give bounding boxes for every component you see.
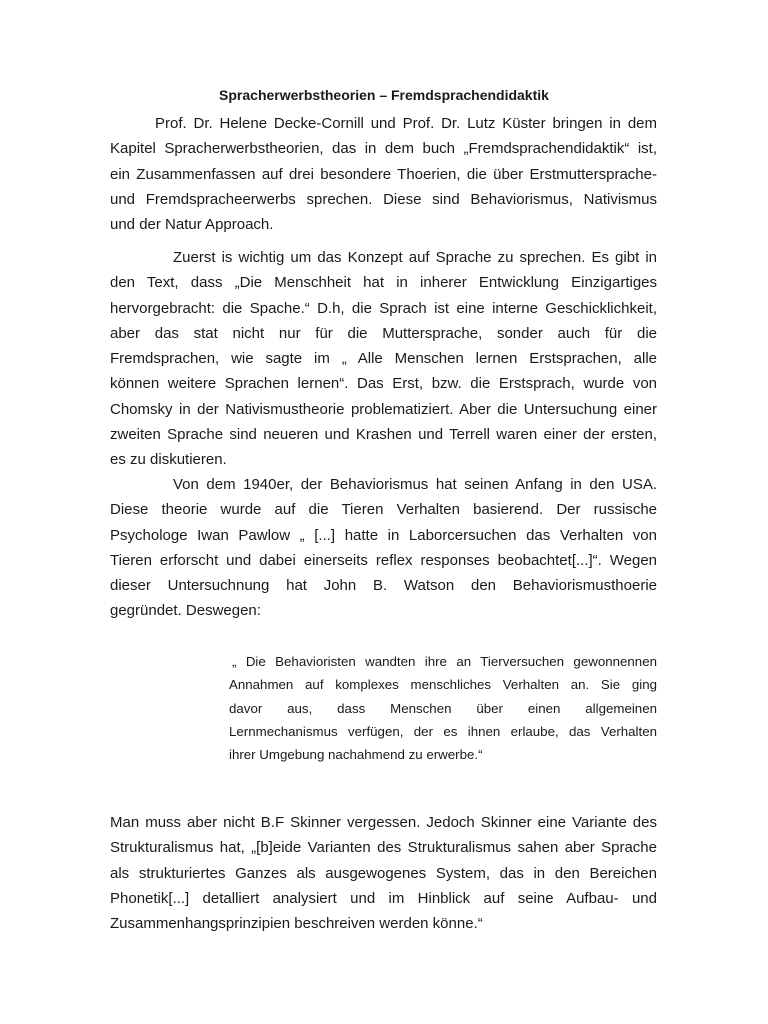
- text-line: ein Zusammenfassen auf drei besondere Thoerien, die über Erstmuttersprache-: [110, 165, 657, 183]
- quote-line: Lernmechanismus verfügen, der es ihnen erlaube, das Verhalten: [229, 723, 657, 739]
- text-line: Strukturalismus hat, „[b]eide Varianten des Strukturalismus sahen aber Sprache: [110, 839, 657, 857]
- text-line: dieser Untersuchnung hat John B. Watson den Behaviorismusthoerie: [110, 577, 657, 595]
- block-quote: [229, 650, 657, 766]
- text-line: und der Natur Approach.: [110, 216, 274, 234]
- text-line: hervorgebracht: die Spache.“ D.h, die Sprach ist eine interne Geschicklichkeit,: [110, 299, 657, 317]
- text-line: Psychologe Iwan Pawlow „ [...] hatte in Laborcersuchen das Verhalten von: [110, 526, 657, 544]
- text-line: Diese theorie wurde auf die Tieren Verhalten basierend. Der russische: [110, 501, 657, 519]
- quote-line: Annahmen auf komplexes menschliches Verhalten an. Sie ging: [229, 677, 657, 693]
- text-line: Tieren erforscht und dabei einerseits reflex responses beobachtet[...]“. Wegen: [110, 551, 657, 569]
- text-line: Phonetik[...] detalliert analysiert und im Hinblick auf seine Aufbau- und: [110, 889, 657, 907]
- text-line: Fremdsprachen, wie sagte im „ Alle Menschen lernen Erstsprachen, alle: [110, 350, 657, 368]
- paragraph-skinner: [110, 810, 657, 936]
- text-line: Chomsky in der Nativismustheorie problematiziert. Aber die Untersuchung einer: [110, 400, 657, 418]
- text-line: Prof. Dr. Helene Decke-Cornill und Prof. Dr. Lutz Küster bringen in dem: [155, 115, 657, 132]
- quote-line: davor aus, dass Menschen über einen allgemeinen: [229, 700, 657, 716]
- text-line: als strukturiertes Ganzes als ausgewogenes System, das in den Bereichen: [110, 864, 657, 882]
- text-line: zweiten Sprache sind neueren und Krashen und Terrell waren einer der ersten,: [110, 426, 657, 444]
- text-line: den Text, dass „Die Menschheit hat in inherer Entwicklung Einzigartiges: [110, 274, 657, 292]
- text-line: können weitere Sprachen lernen“. Das Erst, bzw. die Erstsprach, wurde von: [110, 375, 657, 393]
- text-line: und Fremdspracheerwerbs sprechen. Diese sind Behaviorismus, Nativismus: [110, 190, 657, 208]
- text-line: Zusammenhangsprinzipien beschreiven werden könne.“: [110, 915, 483, 933]
- quote-line: ihrer Umgebung nachahmend zu erwerbe.“: [229, 747, 483, 763]
- paragraph-behaviorism: [110, 472, 657, 624]
- text-line: Zuerst is wichtig um das Konzept auf Sprache zu sprechen. Es gibt in: [173, 249, 657, 266]
- paragraph-concept: [110, 245, 657, 473]
- text-line: Kapitel Spracherwerbstheorien, das in dem buch „Fremdsprachendidaktik“ ist,: [110, 140, 657, 158]
- text-line: Von dem 1940er, der Behaviorismus hat seinen Anfang in den USA.: [173, 476, 657, 493]
- text-line: es zu diskutieren.: [110, 451, 227, 469]
- document-title: Spracherwerbstheorien – Fremdsprachendidaktik: [219, 87, 549, 103]
- text-line: aber das stat nicht nur für die Muttersprache, sonder auch für die: [110, 324, 657, 342]
- quote-line: „ Die Behavioristen wandten ihre an Tierversuchen gewonnennen: [232, 654, 657, 669]
- paragraph-intro: [110, 111, 657, 237]
- text-line: gegründet. Deswegen:: [110, 602, 261, 620]
- text-line: Man muss aber nicht B.F Skinner vergessen. Jedoch Skinner eine Variante des: [110, 814, 657, 831]
